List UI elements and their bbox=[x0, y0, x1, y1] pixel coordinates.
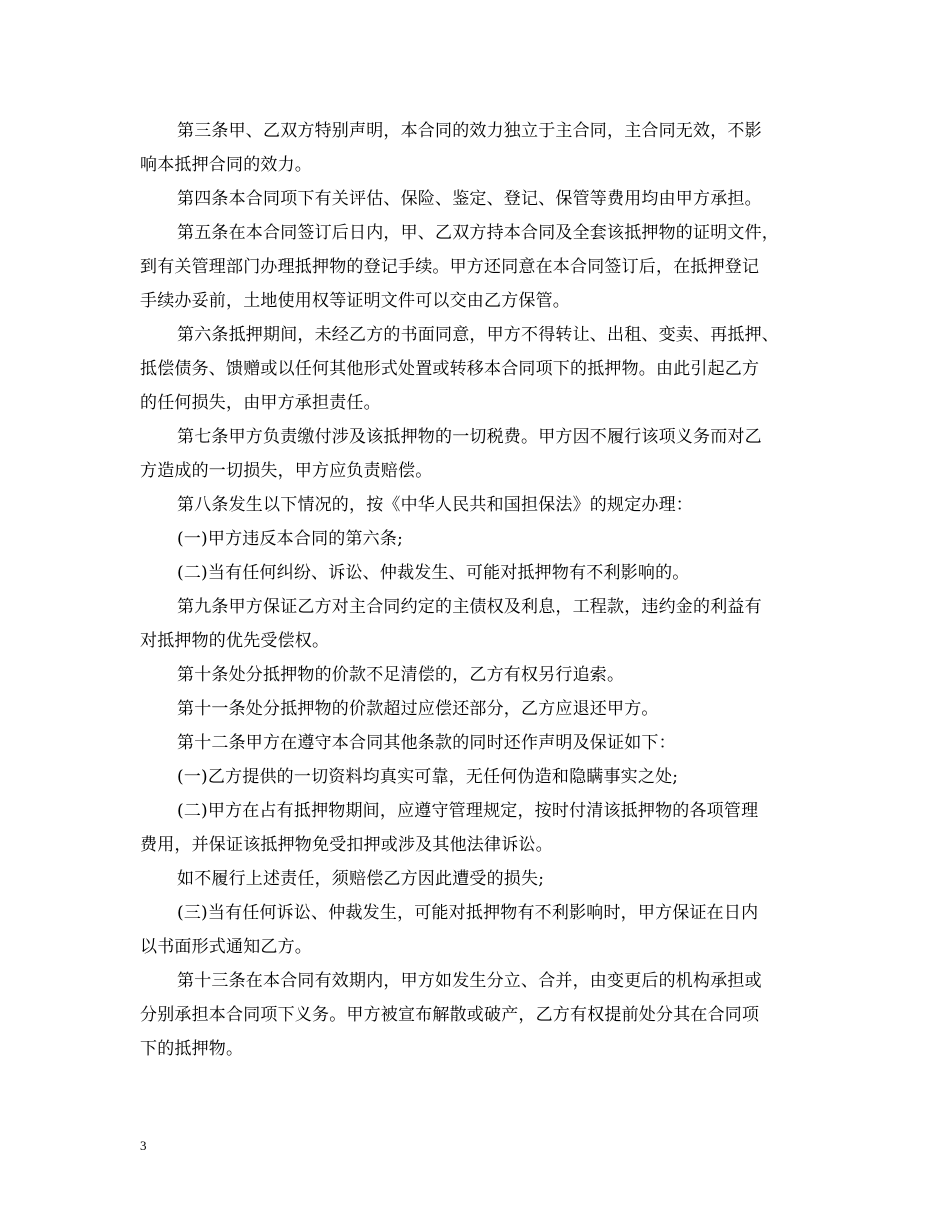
text-line: 方造成的一切损失，甲方应负责赔偿。 bbox=[140, 461, 433, 481]
text-line: 抵偿债务、馈赠或以任何其他形式处置或转移本合同项下的抵押物。由此引起乙方 bbox=[140, 359, 760, 379]
text-line: 第七条甲方负责缴付涉及该抵押物的一切税费。甲方因不履行该项义务而对乙 bbox=[177, 427, 762, 447]
text-line: 的任何损失，由甲方承担责任。 bbox=[140, 393, 381, 413]
text-line: 第五条在本合同签订后日内，甲、乙双方持本合同及全套该抵押物的证明文件， bbox=[177, 223, 779, 243]
text-line: 费用，并保证该抵押物免受扣押或涉及其他法律诉讼。 bbox=[140, 835, 553, 855]
text-line: 第十条处分抵押物的价款不足清偿的，乙方有权另行追索。 bbox=[177, 665, 625, 685]
text-line: 下的抵押物。 bbox=[140, 1039, 244, 1059]
document-body bbox=[140, 114, 820, 1066]
text-line: 到有关管理部门办理抵押物的登记手续。甲方还同意在本合同签订后，在抵押登记 bbox=[140, 257, 760, 277]
page-number: 3 bbox=[140, 1138, 147, 1153]
text-line: 第十二条甲方在遵守本合同其他条款的同时还作声明及保证如下： bbox=[177, 733, 676, 753]
text-line: 以书面形式通知乙方。 bbox=[140, 937, 312, 957]
text-line: 如不履行上述责任，须赔偿乙方因此遭受的损失; bbox=[177, 869, 545, 889]
text-line: (二)当有任何纠纷、诉讼、仲裁发生、可能对抵押物有不利影响的。 bbox=[177, 563, 690, 583]
text-line: (一)乙方提供的一切资料均真实可靠，无任何伪造和隐瞒事实之处; bbox=[177, 767, 679, 787]
text-line: 响本抵押合同的效力。 bbox=[140, 155, 312, 175]
text-line: 第九条甲方保证乙方对主合同约定的主债权及利息，工程款，违约金的利益有 bbox=[177, 597, 762, 617]
text-line: (三)当有任何诉讼、仲裁发生，可能对抵押物有不利影响时，甲方保证在日内 bbox=[177, 903, 759, 923]
text-line: 第三条甲、乙双方特别声明，本合同的效力独立于主合同，主合同无效，不影 bbox=[177, 121, 762, 141]
text-line: 第十三条在本合同有效期内，甲方如发生分立、合并，由变更后的机构承担或 bbox=[177, 971, 762, 991]
text-line: 对抵押物的优先受偿权。 bbox=[140, 631, 330, 651]
text-line: 第四条本合同项下有关评估、保险、鉴定、登记、保管等费用均由甲方承担。 bbox=[177, 189, 762, 209]
text-line: 第十一条处分抵押物的价款超过应偿还部分，乙方应退还甲方。 bbox=[177, 699, 659, 719]
text-line: 第八条发生以下情况的，按《中华人民共和国担保法》的规定办理： bbox=[177, 495, 693, 515]
text-line: 分别承担本合同项下义务。甲方被宣布解散或破产，乙方有权提前处分其在合同项 bbox=[140, 1005, 760, 1025]
text-line: 手续办妥前，土地使用权等证明文件可以交由乙方保管。 bbox=[140, 291, 570, 311]
text-line: 第六条抵押期间，未经乙方的书面同意，甲方不得转让、出租、变卖、再抵押、 bbox=[177, 325, 779, 345]
text-line: (一)甲方违反本合同的第六条; bbox=[177, 529, 403, 549]
text-line: (二)甲方在占有抵押物期间，应遵守管理规定，按时付清该抵押物的各项管理 bbox=[177, 801, 759, 821]
